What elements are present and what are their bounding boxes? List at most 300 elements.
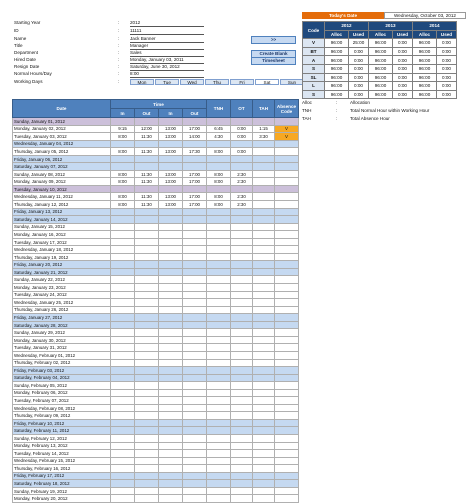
time-in-cell[interactable] [111,427,135,435]
absence-code-cell[interactable]: V [275,125,299,133]
time-out-cell[interactable] [135,457,159,465]
day-toggle-thu[interactable]: Thu [205,79,229,85]
time-in-cell[interactable] [159,427,183,435]
time-in-cell[interactable] [159,314,183,322]
time-out-cell[interactable] [183,321,207,329]
absence-code-cell[interactable] [275,367,299,375]
go-button[interactable]: >> [251,36,296,44]
used-cell[interactable]: 0:00 [437,90,457,99]
time-out-cell[interactable] [183,246,207,254]
time-out-cell[interactable] [135,465,159,473]
absence-code-cell[interactable] [275,170,299,178]
time-in-cell[interactable] [111,314,135,322]
used-cell[interactable]: 0:00 [437,47,457,56]
absence-code-cell[interactable] [275,321,299,329]
used-cell[interactable]: 25:00 [349,39,369,48]
time-in-cell[interactable]: 13:00 [159,125,183,133]
time-in-cell[interactable] [159,367,183,375]
alloc-cell[interactable]: 96:00 [413,90,437,99]
time-in-cell[interactable] [159,155,183,163]
alloc-cell[interactable]: 96:00 [325,39,349,48]
time-in-cell[interactable] [111,231,135,239]
time-out-cell[interactable] [183,163,207,171]
absence-code-cell[interactable] [275,208,299,216]
time-out-cell[interactable] [135,231,159,239]
time-out-cell[interactable] [183,223,207,231]
time-out-cell[interactable] [135,419,159,427]
time-in-cell[interactable] [159,404,183,412]
time-in-cell[interactable] [159,465,183,473]
time-out-cell[interactable] [183,382,207,390]
time-in-cell[interactable] [111,216,135,224]
used-cell[interactable]: 0:00 [349,90,369,99]
time-in-cell[interactable] [159,284,183,292]
time-in-cell[interactable] [159,253,183,261]
time-in-cell[interactable] [159,495,183,503]
time-out-cell[interactable] [183,397,207,405]
used-cell[interactable]: 0:00 [349,82,369,91]
used-cell[interactable]: 0:00 [349,56,369,65]
time-out-cell[interactable] [135,276,159,284]
absence-code-cell[interactable] [275,434,299,442]
time-out-cell[interactable] [135,442,159,450]
absence-code-cell[interactable] [275,374,299,382]
time-out-cell[interactable] [183,185,207,193]
alloc-cell[interactable]: 96:00 [369,90,393,99]
time-in-cell[interactable] [159,238,183,246]
time-in-cell[interactable] [159,487,183,495]
absence-code-cell[interactable] [275,419,299,427]
time-in-cell[interactable]: 8:00 [111,178,135,186]
time-out-cell[interactable] [135,299,159,307]
used-cell[interactable]: 0:00 [437,73,457,82]
time-in-cell[interactable] [159,216,183,224]
absence-code-cell[interactable] [275,284,299,292]
day-toggle-tue[interactable]: Tue [155,79,179,85]
time-in-cell[interactable] [111,261,135,269]
time-out-cell[interactable] [183,359,207,367]
absence-code-cell[interactable] [275,450,299,458]
time-out-cell[interactable] [135,238,159,246]
time-out-cell[interactable] [183,442,207,450]
time-out-cell[interactable] [183,231,207,239]
alloc-cell[interactable]: 96:00 [369,73,393,82]
time-in-cell[interactable] [159,419,183,427]
time-in-cell[interactable] [159,397,183,405]
time-out-cell[interactable] [183,208,207,216]
time-in-cell[interactable] [111,223,135,231]
time-out-cell[interactable] [135,163,159,171]
time-out-cell[interactable] [183,118,207,126]
time-in-cell[interactable] [111,329,135,337]
time-out-cell[interactable] [135,450,159,458]
time-in-cell[interactable] [159,359,183,367]
time-out-cell[interactable] [183,412,207,420]
time-in-cell[interactable] [111,367,135,375]
time-out-cell[interactable] [135,306,159,314]
used-cell[interactable]: 0:00 [349,47,369,56]
absence-code-cell[interactable] [275,231,299,239]
used-cell[interactable]: 0:00 [437,64,457,73]
time-in-cell[interactable] [111,306,135,314]
time-in-cell[interactable]: 13:00 [159,170,183,178]
absence-code-cell[interactable] [275,397,299,405]
time-in-cell[interactable] [159,223,183,231]
time-out-cell[interactable] [183,299,207,307]
absence-code-cell[interactable] [275,299,299,307]
time-in-cell[interactable] [159,344,183,352]
time-in-cell[interactable] [159,329,183,337]
time-out-cell[interactable] [135,223,159,231]
absence-code-cell[interactable] [275,253,299,261]
time-in-cell[interactable] [159,306,183,314]
time-out-cell[interactable] [135,246,159,254]
time-out-cell[interactable] [135,351,159,359]
time-out-cell[interactable] [135,427,159,435]
absence-code-cell[interactable] [275,246,299,254]
absence-code-cell[interactable] [275,140,299,148]
time-out-cell[interactable] [135,472,159,480]
used-cell[interactable]: 0:00 [393,82,413,91]
time-out-cell[interactable] [135,336,159,344]
time-out-cell[interactable] [135,397,159,405]
time-in-cell[interactable] [159,268,183,276]
time-in-cell[interactable] [159,374,183,382]
used-cell[interactable]: 0:00 [349,73,369,82]
absence-code-cell[interactable] [275,163,299,171]
absence-code-cell[interactable]: V [275,133,299,141]
time-out-cell[interactable] [135,329,159,337]
absence-code-cell[interactable] [275,291,299,299]
day-toggle-wed[interactable]: Wed [180,79,204,85]
time-in-cell[interactable] [159,246,183,254]
time-in-cell[interactable] [111,419,135,427]
absence-code-cell[interactable] [275,487,299,495]
time-in-cell[interactable] [159,389,183,397]
time-out-cell[interactable] [183,457,207,465]
time-out-cell[interactable]: 17:00 [183,178,207,186]
absence-code-cell[interactable] [275,329,299,337]
alloc-cell[interactable]: 96:00 [369,82,393,91]
time-in-cell[interactable]: 8:00 [111,148,135,156]
absence-code-cell[interactable] [275,404,299,412]
time-out-cell[interactable]: 11:30 [135,170,159,178]
id-field[interactable]: 11111 [130,28,204,35]
timesheet-button[interactable]: Timesheet [251,57,296,65]
time-out-cell[interactable] [135,480,159,488]
time-out-cell[interactable] [183,314,207,322]
time-in-cell[interactable] [159,299,183,307]
time-in-cell[interactable] [111,359,135,367]
time-in-cell[interactable] [111,487,135,495]
time-in-cell[interactable] [159,450,183,458]
alloc-cell[interactable]: 96:00 [369,39,393,48]
time-in-cell[interactable] [111,457,135,465]
time-in-cell[interactable] [111,344,135,352]
time-out-cell[interactable]: 14:00 [183,133,207,141]
time-in-cell[interactable] [111,412,135,420]
time-out-cell[interactable]: 17:30 [183,148,207,156]
starting-year-field[interactable]: 2012 [130,20,204,27]
absence-code-cell[interactable] [275,238,299,246]
absence-code-cell[interactable] [275,314,299,322]
time-in-cell[interactable] [111,185,135,193]
time-out-cell[interactable] [183,367,207,375]
absence-code-cell[interactable] [275,495,299,503]
time-in-cell[interactable] [159,457,183,465]
day-toggle-mon[interactable]: Mon [130,79,154,85]
used-cell[interactable]: 0:00 [393,56,413,65]
time-out-cell[interactable]: 17:00 [183,170,207,178]
time-out-cell[interactable] [135,118,159,126]
time-in-cell[interactable] [111,238,135,246]
time-in-cell[interactable] [111,336,135,344]
time-in-cell[interactable] [111,276,135,284]
absence-code-cell[interactable] [275,261,299,269]
used-cell[interactable]: 0:00 [437,56,457,65]
time-out-cell[interactable] [183,268,207,276]
time-in-cell[interactable] [111,480,135,488]
time-in-cell[interactable] [159,231,183,239]
time-in-cell[interactable] [159,351,183,359]
time-out-cell[interactable] [135,367,159,375]
alloc-cell[interactable]: 96:00 [369,64,393,73]
name-field[interactable]: Jack Banner [130,36,204,43]
absence-code-cell[interactable] [275,465,299,473]
time-out-cell[interactable] [135,216,159,224]
used-cell[interactable]: 0:00 [393,47,413,56]
alloc-cell[interactable]: 96:00 [369,56,393,65]
time-in-cell[interactable] [111,382,135,390]
alloc-cell[interactable]: 96:00 [413,73,437,82]
time-out-cell[interactable] [183,434,207,442]
absence-code-cell[interactable] [275,359,299,367]
time-in-cell[interactable] [159,412,183,420]
alloc-cell[interactable]: 96:00 [413,47,437,56]
time-out-cell[interactable] [135,284,159,292]
time-out-cell[interactable]: 11:30 [135,201,159,209]
used-cell[interactable]: 0:00 [437,39,457,48]
absence-code-cell[interactable] [275,306,299,314]
time-in-cell[interactable] [111,321,135,329]
absence-code-cell[interactable] [275,148,299,156]
absence-code-cell[interactable] [275,118,299,126]
absence-code-cell[interactable] [275,344,299,352]
time-in-cell[interactable] [111,299,135,307]
time-in-cell[interactable] [111,434,135,442]
time-in-cell[interactable]: 8:00 [111,201,135,209]
time-in-cell[interactable] [159,291,183,299]
time-in-cell[interactable] [159,140,183,148]
hired-date-field[interactable]: Monday, January 03, 2011 [130,57,204,64]
time-out-cell[interactable] [135,208,159,216]
time-out-cell[interactable] [183,450,207,458]
time-out-cell[interactable] [135,382,159,390]
time-in-cell[interactable] [111,374,135,382]
time-out-cell[interactable]: 11:30 [135,148,159,156]
time-out-cell[interactable]: 11:30 [135,133,159,141]
time-out-cell[interactable] [183,253,207,261]
time-out-cell[interactable] [135,140,159,148]
absence-code-cell[interactable] [275,351,299,359]
used-cell[interactable]: 0:00 [349,64,369,73]
time-out-cell[interactable] [183,216,207,224]
time-out-cell[interactable] [183,374,207,382]
create-blank-button[interactable]: Create Blank [251,50,296,58]
absence-code-cell[interactable] [275,480,299,488]
time-in-cell[interactable] [159,208,183,216]
time-out-cell[interactable] [135,253,159,261]
absence-code-cell[interactable] [275,457,299,465]
absence-code-cell[interactable] [275,412,299,420]
time-in-cell[interactable] [111,291,135,299]
alloc-cell[interactable]: 96:00 [325,56,349,65]
alloc-cell[interactable]: 96:00 [325,82,349,91]
time-in-cell[interactable] [111,495,135,503]
time-out-cell[interactable] [183,155,207,163]
time-out-cell[interactable] [183,389,207,397]
time-in-cell[interactable] [159,261,183,269]
time-out-cell[interactable] [183,284,207,292]
time-out-cell[interactable] [183,487,207,495]
time-out-cell[interactable]: 11:30 [135,178,159,186]
time-out-cell[interactable] [183,140,207,148]
title-field[interactable]: Manager [130,43,204,50]
normal-hours-field[interactable]: 8:00 [130,71,204,78]
alloc-cell[interactable]: 96:00 [325,47,349,56]
time-out-cell[interactable]: 11:30 [135,193,159,201]
time-in-cell[interactable]: 13:00 [159,193,183,201]
time-in-cell[interactable] [159,118,183,126]
time-out-cell[interactable] [135,359,159,367]
time-out-cell[interactable] [135,155,159,163]
time-out-cell[interactable]: 17:00 [183,125,207,133]
time-out-cell[interactable] [135,487,159,495]
absence-code-cell[interactable] [275,223,299,231]
time-in-cell[interactable] [111,284,135,292]
time-out-cell[interactable] [183,404,207,412]
used-cell[interactable]: 0:00 [393,64,413,73]
time-in-cell[interactable] [111,163,135,171]
time-out-cell[interactable] [135,344,159,352]
time-in-cell[interactable] [111,208,135,216]
time-out-cell[interactable] [135,404,159,412]
alloc-cell[interactable]: 96:00 [325,73,349,82]
time-in-cell[interactable] [111,140,135,148]
absence-code-cell[interactable] [275,201,299,209]
time-out-cell[interactable] [183,427,207,435]
day-toggle-fri[interactable]: Fri [230,79,254,85]
time-in-cell[interactable] [159,276,183,284]
time-out-cell[interactable] [135,314,159,322]
time-out-cell[interactable] [135,291,159,299]
alloc-cell[interactable]: 96:00 [369,47,393,56]
time-out-cell[interactable] [183,344,207,352]
time-in-cell[interactable] [159,321,183,329]
used-cell[interactable]: 0:00 [393,90,413,99]
time-out-cell[interactable] [135,268,159,276]
time-out-cell[interactable] [183,261,207,269]
time-in-cell[interactable]: 13:00 [159,178,183,186]
time-out-cell[interactable] [135,374,159,382]
used-cell[interactable]: 0:00 [393,39,413,48]
time-out-cell[interactable] [183,291,207,299]
time-in-cell[interactable] [111,450,135,458]
absence-code-cell[interactable] [275,193,299,201]
time-in-cell[interactable]: 8:00 [111,170,135,178]
time-out-cell[interactable] [183,238,207,246]
time-in-cell[interactable] [111,465,135,473]
time-out-cell[interactable] [183,419,207,427]
absence-code-cell[interactable] [275,268,299,276]
alloc-cell[interactable]: 96:00 [413,39,437,48]
time-in-cell[interactable] [159,442,183,450]
time-in-cell[interactable] [111,472,135,480]
time-in-cell[interactable] [111,253,135,261]
time-out-cell[interactable] [135,434,159,442]
time-in-cell[interactable] [111,351,135,359]
time-in-cell[interactable] [159,480,183,488]
time-in-cell[interactable] [159,472,183,480]
time-in-cell[interactable]: 8:00 [111,193,135,201]
time-in-cell[interactable] [111,246,135,254]
time-out-cell[interactable] [183,495,207,503]
absence-code-cell[interactable] [275,276,299,284]
time-out-cell[interactable] [183,472,207,480]
department-field[interactable]: Sales [130,50,204,57]
absence-code-cell[interactable] [275,427,299,435]
time-in-cell[interactable] [111,268,135,276]
alloc-cell[interactable]: 96:00 [413,82,437,91]
time-in-cell[interactable]: 13:00 [159,201,183,209]
absence-code-cell[interactable] [275,472,299,480]
time-out-cell[interactable] [135,495,159,503]
time-in-cell[interactable]: 13:00 [159,148,183,156]
time-in-cell[interactable] [159,163,183,171]
time-in-cell[interactable] [111,389,135,397]
absence-code-cell[interactable] [275,442,299,450]
alloc-cell[interactable]: 96:00 [413,64,437,73]
time-out-cell[interactable]: 17:00 [183,193,207,201]
time-in-cell[interactable] [111,397,135,405]
time-out-cell[interactable] [135,389,159,397]
alloc-cell[interactable]: 96:00 [325,90,349,99]
time-out-cell[interactable] [183,351,207,359]
absence-code-cell[interactable] [275,336,299,344]
time-out-cell[interactable] [183,276,207,284]
absence-code-cell[interactable] [275,216,299,224]
time-out-cell[interactable] [135,261,159,269]
time-in-cell[interactable]: 9:15 [111,125,135,133]
time-out-cell[interactable] [183,480,207,488]
time-out-cell[interactable]: 12:00 [135,125,159,133]
time-out-cell[interactable]: 17:00 [183,201,207,209]
day-toggle-sun[interactable]: Sun [280,79,304,85]
alloc-cell[interactable]: 96:00 [325,64,349,73]
absence-code-cell[interactable] [275,155,299,163]
time-in-cell[interactable] [159,382,183,390]
day-toggle-sat[interactable]: Sat [255,79,279,85]
time-in-cell[interactable] [111,404,135,412]
alloc-cell[interactable]: 96:00 [413,56,437,65]
resign-date-field[interactable]: Saturday, June 30, 2012 [130,64,204,71]
absence-code-cell[interactable] [275,389,299,397]
time-in-cell[interactable] [159,336,183,344]
time-out-cell[interactable] [135,412,159,420]
time-out-cell[interactable] [183,306,207,314]
time-in-cell[interactable] [159,434,183,442]
used-cell[interactable]: 0:00 [393,73,413,82]
